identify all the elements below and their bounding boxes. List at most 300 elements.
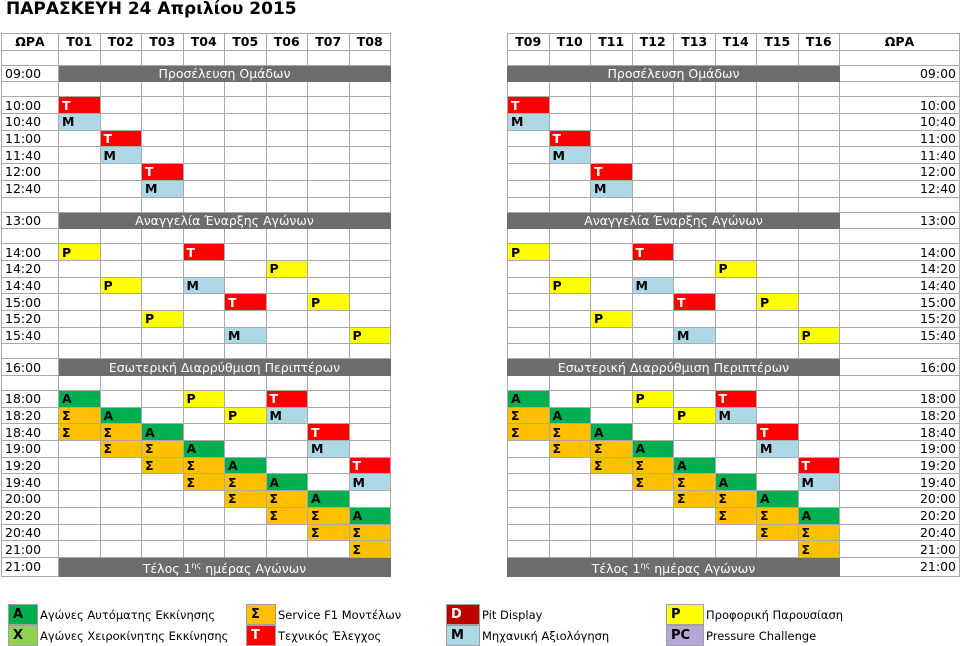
empty-cell xyxy=(591,407,633,424)
empty-cell xyxy=(308,407,350,424)
time-cell: 10:40 xyxy=(2,114,59,131)
empty-cell xyxy=(142,294,184,311)
time-cell: 12:40 xyxy=(2,180,59,197)
empty-cell xyxy=(674,344,716,359)
empty-cell xyxy=(715,541,757,558)
empty-cell xyxy=(674,180,716,197)
empty-cell xyxy=(549,197,591,212)
empty-cell xyxy=(674,260,716,277)
empty-cell xyxy=(508,294,550,311)
empty-cell xyxy=(100,294,142,311)
slot-cell-sigma: Σ xyxy=(549,441,591,458)
empty-cell xyxy=(632,50,674,65)
time-cell: 14:20 xyxy=(2,260,59,277)
empty-cell xyxy=(549,294,591,311)
schedule-row xyxy=(508,359,960,376)
empty-cell xyxy=(225,130,267,147)
schedule-row xyxy=(2,50,391,65)
schedule-row xyxy=(2,212,391,229)
schedule-row xyxy=(2,491,391,508)
slot-cell-a: A xyxy=(632,441,674,458)
empty-cell xyxy=(715,130,757,147)
time-cell: 11:00 xyxy=(2,130,59,147)
schedule-row xyxy=(508,424,960,441)
slot-cell-p: P xyxy=(798,327,840,344)
schedule-row xyxy=(2,457,391,474)
slot-cell-t: T xyxy=(266,391,308,408)
empty-cell xyxy=(100,507,142,524)
empty-cell xyxy=(757,310,799,327)
empty-cell xyxy=(549,327,591,344)
time-cell: 18:40 xyxy=(840,424,960,441)
empty-cell xyxy=(308,457,350,474)
empty-cell xyxy=(349,130,391,147)
empty-cell xyxy=(183,164,225,181)
table-header-t01: T01 xyxy=(59,34,101,51)
time-cell: 15:00 xyxy=(2,294,59,311)
empty-cell xyxy=(674,50,716,65)
slot-cell-sigma: Σ xyxy=(183,474,225,491)
legend-label: Αγώνες Χειροκίνητης Εκκίνησης xyxy=(40,628,229,643)
empty-cell xyxy=(757,147,799,164)
schedule-row xyxy=(2,229,391,244)
schedule-row xyxy=(2,97,391,114)
empty-cell xyxy=(59,441,101,458)
empty-cell xyxy=(142,97,184,114)
time-cell: 18:00 xyxy=(2,391,59,408)
empty-cell xyxy=(225,147,267,164)
empty-cell xyxy=(183,424,225,441)
slot-cell-t: T xyxy=(508,97,550,114)
empty-cell xyxy=(142,114,184,131)
empty-cell xyxy=(183,130,225,147)
slot-cell-a: A xyxy=(549,407,591,424)
slot-cell-m: M xyxy=(549,147,591,164)
time-cell: 12:00 xyxy=(840,164,960,181)
event-superscript: ης xyxy=(191,560,202,570)
time-cell: 14:40 xyxy=(2,277,59,294)
empty-cell xyxy=(632,541,674,558)
empty-cell xyxy=(225,310,267,327)
slot-cell-a: A xyxy=(142,424,184,441)
empty-cell xyxy=(591,541,633,558)
slot-cell-a: A xyxy=(308,491,350,508)
table-header-t06: T06 xyxy=(266,34,308,51)
empty-cell xyxy=(308,244,350,261)
schedule-row xyxy=(508,457,960,474)
empty-cell xyxy=(508,164,550,181)
empty-cell xyxy=(715,164,757,181)
schedule-row xyxy=(508,474,960,491)
empty-cell xyxy=(632,376,674,391)
empty-cell xyxy=(674,82,716,97)
schedule-row xyxy=(2,34,391,51)
empty-cell xyxy=(59,180,101,197)
empty-cell xyxy=(142,50,184,65)
empty-cell xyxy=(142,474,184,491)
empty-cell xyxy=(674,197,716,212)
empty-cell xyxy=(674,391,716,408)
empty-cell xyxy=(715,50,757,65)
empty-cell xyxy=(674,164,716,181)
empty-cell xyxy=(142,147,184,164)
time-cell: 19:40 xyxy=(840,474,960,491)
empty-cell xyxy=(349,424,391,441)
empty-cell xyxy=(2,344,59,359)
legend-swatch-pc: PC xyxy=(666,625,704,646)
empty-cell xyxy=(308,541,350,558)
empty-cell xyxy=(508,82,550,97)
empty-cell xyxy=(266,197,308,212)
slot-cell-a: A xyxy=(183,441,225,458)
empty-cell xyxy=(100,260,142,277)
legend-label: Αγώνες Αυτόματης Εκκίνησης xyxy=(40,607,216,622)
empty-cell xyxy=(59,294,101,311)
empty-cell xyxy=(100,50,142,65)
slot-cell-sigma: Σ xyxy=(632,474,674,491)
empty-cell xyxy=(798,294,840,311)
empty-cell xyxy=(549,491,591,508)
empty-cell xyxy=(549,344,591,359)
empty-cell xyxy=(100,327,142,344)
slot-cell-sigma: Σ xyxy=(308,507,350,524)
time-cell: 20:40 xyxy=(2,524,59,541)
schedule-row xyxy=(508,407,960,424)
empty-cell xyxy=(142,277,184,294)
empty-cell xyxy=(308,391,350,408)
table-header-t14: T14 xyxy=(715,34,757,51)
table-header-t16: T16 xyxy=(798,34,840,51)
slot-cell-a: A xyxy=(100,407,142,424)
schedule-row xyxy=(2,327,391,344)
empty-cell xyxy=(349,407,391,424)
empty-cell xyxy=(308,164,350,181)
empty-cell xyxy=(632,310,674,327)
empty-cell xyxy=(183,147,225,164)
empty-cell xyxy=(798,260,840,277)
empty-cell xyxy=(591,344,633,359)
empty-cell xyxy=(757,407,799,424)
slot-cell-m: M xyxy=(715,407,757,424)
empty-cell xyxy=(266,524,308,541)
event-text: Τέλος 1 xyxy=(142,561,192,577)
slot-cell-p: P xyxy=(308,294,350,311)
empty-cell xyxy=(632,344,674,359)
slot-cell-t: T xyxy=(591,164,633,181)
empty-cell xyxy=(100,114,142,131)
empty-cell xyxy=(59,457,101,474)
empty-cell xyxy=(266,424,308,441)
empty-cell xyxy=(508,524,550,541)
empty-cell xyxy=(674,524,716,541)
empty-cell xyxy=(266,327,308,344)
time-cell: 15:40 xyxy=(840,327,960,344)
empty-cell xyxy=(183,491,225,508)
slot-cell-m: M xyxy=(508,114,550,131)
slot-cell-a: A xyxy=(674,457,716,474)
schedule-row xyxy=(2,541,391,558)
empty-cell xyxy=(549,164,591,181)
slot-cell-m: M xyxy=(225,327,267,344)
slot-cell-sigma: Σ xyxy=(100,441,142,458)
empty-cell xyxy=(183,344,225,359)
slot-cell-m: M xyxy=(349,474,391,491)
empty-cell xyxy=(840,229,960,244)
empty-cell xyxy=(142,260,184,277)
schedule-row xyxy=(508,147,960,164)
empty-cell xyxy=(100,491,142,508)
slot-cell-a: A xyxy=(225,457,267,474)
empty-cell xyxy=(591,376,633,391)
schedule-row xyxy=(2,260,391,277)
event-banner: Προσέλευση Ομάδων xyxy=(59,65,391,82)
event-banner: Εσωτερική Διαρρύθμιση Περιπτέρων xyxy=(508,359,840,376)
slot-cell-p: P xyxy=(225,407,267,424)
time-cell: 11:00 xyxy=(840,130,960,147)
time-cell: 13:00 xyxy=(840,212,960,229)
empty-cell xyxy=(632,82,674,97)
slot-cell-a: A xyxy=(715,474,757,491)
empty-cell xyxy=(632,327,674,344)
time-cell: 15:20 xyxy=(840,310,960,327)
empty-cell xyxy=(798,97,840,114)
empty-cell xyxy=(142,327,184,344)
empty-cell xyxy=(142,507,184,524)
empty-cell xyxy=(266,344,308,359)
empty-cell xyxy=(674,541,716,558)
empty-cell xyxy=(225,244,267,261)
slot-cell-sigma: Σ xyxy=(225,474,267,491)
empty-cell xyxy=(508,474,550,491)
empty-cell xyxy=(183,97,225,114)
empty-cell xyxy=(757,244,799,261)
slot-cell-a: A xyxy=(757,491,799,508)
empty-cell xyxy=(798,180,840,197)
schedule-row xyxy=(508,197,960,212)
empty-cell xyxy=(798,424,840,441)
empty-cell xyxy=(674,114,716,131)
legend-label: Τεχνικός Έλεγχος xyxy=(278,628,382,643)
empty-cell xyxy=(840,197,960,212)
slot-cell-p: P xyxy=(632,391,674,408)
empty-cell xyxy=(266,50,308,65)
time-header: ΩΡΑ xyxy=(2,34,59,51)
time-cell: 21:00 xyxy=(840,541,960,558)
time-cell: 20:40 xyxy=(840,524,960,541)
empty-cell xyxy=(308,310,350,327)
empty-cell xyxy=(100,197,142,212)
slot-cell-p: P xyxy=(266,260,308,277)
empty-cell xyxy=(757,164,799,181)
empty-cell xyxy=(2,376,59,391)
empty-cell xyxy=(183,50,225,65)
schedule-row xyxy=(508,327,960,344)
time-cell: 11:40 xyxy=(840,147,960,164)
time-cell: 13:00 xyxy=(2,212,59,229)
empty-cell xyxy=(591,82,633,97)
empty-cell xyxy=(59,260,101,277)
empty-cell xyxy=(266,147,308,164)
empty-cell xyxy=(59,327,101,344)
schedule-row xyxy=(508,244,960,261)
slot-cell-m: M xyxy=(59,114,101,131)
empty-cell xyxy=(757,97,799,114)
empty-cell xyxy=(632,114,674,131)
empty-cell xyxy=(225,524,267,541)
slot-cell-m: M xyxy=(266,407,308,424)
slot-cell-sigma: Σ xyxy=(266,507,308,524)
schedule-row xyxy=(2,474,391,491)
slot-cell-a: A xyxy=(266,474,308,491)
empty-cell xyxy=(632,407,674,424)
empty-cell xyxy=(674,441,716,458)
schedule-row xyxy=(2,524,391,541)
legend-swatch-sigma: Σ xyxy=(246,604,276,625)
empty-cell xyxy=(349,491,391,508)
schedule-row xyxy=(2,164,391,181)
empty-cell xyxy=(59,147,101,164)
schedule-row xyxy=(508,507,960,524)
time-cell: 18:20 xyxy=(2,407,59,424)
schedule-row xyxy=(508,180,960,197)
legend-row xyxy=(8,625,952,646)
empty-cell xyxy=(100,244,142,261)
empty-cell xyxy=(549,310,591,327)
empty-cell xyxy=(508,197,550,212)
slot-cell-a: A xyxy=(349,507,391,524)
slot-cell-p: P xyxy=(715,260,757,277)
time-cell: 20:00 xyxy=(2,491,59,508)
empty-cell xyxy=(508,130,550,147)
empty-cell xyxy=(591,391,633,408)
time-cell: 15:00 xyxy=(840,294,960,311)
empty-cell xyxy=(59,229,101,244)
schedule-row xyxy=(2,359,391,376)
page-title: ΠΑΡΑΣΚΕΥΗ 24 Απριλίου 2015 xyxy=(6,0,297,19)
empty-cell xyxy=(183,229,225,244)
empty-cell xyxy=(549,376,591,391)
empty-cell xyxy=(508,507,550,524)
empty-cell xyxy=(715,277,757,294)
legend-label: Pit Display xyxy=(482,607,543,622)
slot-cell-a: A xyxy=(798,507,840,524)
empty-cell xyxy=(798,376,840,391)
empty-cell xyxy=(266,164,308,181)
event-text: ημέρας Αγώνων xyxy=(201,561,307,577)
empty-cell xyxy=(798,407,840,424)
empty-cell xyxy=(349,441,391,458)
empty-cell xyxy=(142,491,184,508)
empty-cell xyxy=(100,344,142,359)
slot-cell-sigma: Σ xyxy=(674,474,716,491)
schedule-row xyxy=(2,344,391,359)
table-header-t04: T04 xyxy=(183,34,225,51)
slot-cell-sigma: Σ xyxy=(715,507,757,524)
slot-cell-sigma: Σ xyxy=(59,407,101,424)
slot-cell-sigma: Σ xyxy=(308,524,350,541)
time-cell: 10:00 xyxy=(840,97,960,114)
empty-cell xyxy=(183,327,225,344)
empty-cell xyxy=(591,114,633,131)
empty-cell xyxy=(508,541,550,558)
time-cell: 19:40 xyxy=(2,474,59,491)
schedule-row xyxy=(508,376,960,391)
empty-cell xyxy=(549,82,591,97)
empty-cell xyxy=(349,147,391,164)
schedule-row xyxy=(2,376,391,391)
legend-label: Μηχανική Αξιολόγηση xyxy=(482,628,610,643)
empty-cell xyxy=(308,114,350,131)
time-cell: 11:40 xyxy=(2,147,59,164)
slot-cell-sigma: Σ xyxy=(757,524,799,541)
empty-cell xyxy=(142,344,184,359)
time-cell: 12:40 xyxy=(840,180,960,197)
empty-cell xyxy=(2,50,59,65)
empty-cell xyxy=(591,524,633,541)
event-text: Τέλος 1 xyxy=(591,561,641,577)
slot-cell-sigma: Σ xyxy=(591,457,633,474)
empty-cell xyxy=(59,474,101,491)
empty-cell xyxy=(591,474,633,491)
empty-cell xyxy=(349,391,391,408)
empty-cell xyxy=(59,376,101,391)
empty-cell xyxy=(349,197,391,212)
empty-cell xyxy=(266,294,308,311)
empty-cell xyxy=(349,244,391,261)
slot-cell-sigma: Σ xyxy=(508,424,550,441)
empty-cell xyxy=(100,82,142,97)
empty-cell xyxy=(715,197,757,212)
empty-cell xyxy=(674,277,716,294)
empty-cell xyxy=(225,260,267,277)
empty-cell xyxy=(100,97,142,114)
event-superscript: ης xyxy=(640,560,651,570)
schedule-row xyxy=(2,244,391,261)
legend-swatch-a: A xyxy=(8,604,38,625)
table-header-t05: T05 xyxy=(225,34,267,51)
empty-cell xyxy=(59,491,101,508)
schedule-row xyxy=(508,541,960,558)
empty-cell xyxy=(591,327,633,344)
empty-cell xyxy=(183,197,225,212)
empty-cell xyxy=(142,130,184,147)
empty-cell xyxy=(2,82,59,97)
time-cell: 15:40 xyxy=(2,327,59,344)
empty-cell xyxy=(715,294,757,311)
empty-cell xyxy=(308,344,350,359)
empty-cell xyxy=(591,507,633,524)
empty-cell xyxy=(142,244,184,261)
slot-cell-m: M xyxy=(798,474,840,491)
empty-cell xyxy=(308,474,350,491)
schedule-row xyxy=(2,197,391,212)
empty-cell xyxy=(508,441,550,458)
empty-cell xyxy=(674,229,716,244)
slot-cell-sigma: Σ xyxy=(715,491,757,508)
time-header: ΩΡΑ xyxy=(840,34,960,51)
time-cell: 15:20 xyxy=(2,310,59,327)
time-cell: 18:40 xyxy=(2,424,59,441)
schedule-row xyxy=(508,212,960,229)
schedule-row xyxy=(2,180,391,197)
empty-cell xyxy=(632,491,674,508)
empty-cell xyxy=(349,114,391,131)
empty-cell xyxy=(715,441,757,458)
schedule-row xyxy=(2,65,391,82)
empty-cell xyxy=(266,457,308,474)
schedule-row xyxy=(2,114,391,131)
schedule-row xyxy=(2,424,391,441)
